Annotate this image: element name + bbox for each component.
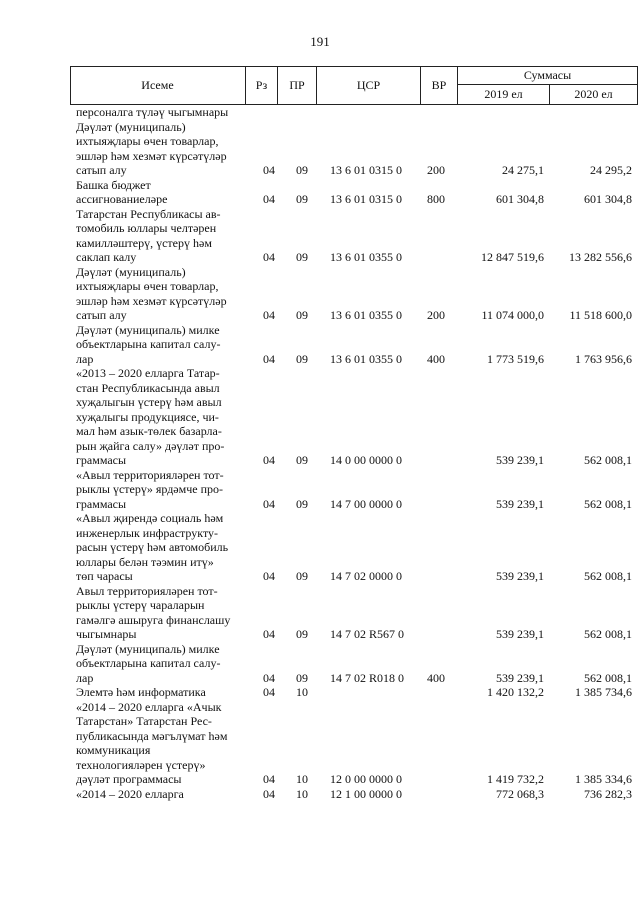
row-value-2019: 539 239,1 — [496, 670, 544, 685]
row-name: «2013 – 2020 елларга Татар- стан Республикасында авыл хуҗалыгын үстерү һәм авыл хуҗалыгы продукциясе, чи- мал һәм азык-төлек базарла- рын җайга салу» дәүләт про- граммасы — [76, 366, 225, 467]
row-value-2020: 562 008,1 — [584, 496, 632, 511]
row-value-2019: 1 773 519,6 — [487, 351, 544, 366]
row-value-2019: 772 068,3 — [496, 786, 544, 801]
header-sums: Суммасы — [457, 66, 637, 84]
page-number: 191 — [310, 34, 330, 49]
row-value-2020: 24 295,2 — [590, 163, 632, 177]
row-name: персоналга түләү чыгымнары — [76, 105, 229, 119]
row-value-2019: 1 420 132,2 — [487, 685, 544, 699]
row-name: Татарстан Республикасы ав- томобиль юллары челтәрен камилләштерү, үстерү һәм саклап калу — [76, 206, 221, 264]
row-rz: 04 — [263, 569, 275, 583]
row-name: Башка бюджет ассигнованиеләре — [76, 177, 168, 206]
row-value-2019: 11 074 000,0 — [481, 308, 544, 322]
row-csr: 14 0 00 0000 0 — [330, 453, 402, 467]
row-rz: 04 — [263, 453, 275, 467]
row-name: «Авыл территорияләрен тот- рыклы үстерү» ярдәмче про- граммасы — [76, 467, 224, 511]
row-rz: 04 — [263, 670, 275, 685]
table-row — [0, 265, 640, 323]
row-pr: 10 — [296, 786, 308, 801]
row-pr: 09 — [296, 670, 308, 685]
row-pr: 09 — [296, 192, 308, 206]
row-value-2020: 1 763 956,6 — [575, 351, 632, 366]
table-row — [0, 700, 640, 787]
row-rz: 04 — [263, 772, 275, 786]
row-value-2020: 11 518 600,0 — [569, 308, 632, 322]
header-csr: ЦСР — [316, 66, 420, 104]
table-row — [0, 105, 640, 120]
row-csr: 14 7 02 R567 0 — [330, 627, 405, 641]
row-rz: 04 — [263, 627, 275, 641]
row-csr: 13 6 01 0355 0 — [330, 351, 402, 366]
header-year-2020: 2020 ел — [549, 84, 637, 104]
table-row — [0, 207, 640, 265]
header-name: Исеме — [141, 77, 174, 92]
row-value-2019: 539 239,1 — [496, 496, 544, 511]
row-value-2020: 736 282,3 — [584, 786, 632, 801]
table-row — [0, 787, 640, 802]
header-pr: ПР — [277, 66, 316, 104]
row-value-2019: 1 419 732,2 — [487, 772, 544, 786]
row-value-2020: 1 385 334,6 — [575, 772, 632, 786]
row-value-2020: 562 008,1 — [584, 569, 632, 583]
row-pr: 09 — [296, 250, 308, 264]
row-pr: 10 — [296, 685, 308, 699]
table-row — [0, 584, 640, 642]
row-value-2019: 539 239,1 — [496, 569, 544, 583]
row-value-2019: 24 275,1 — [502, 163, 544, 177]
row-csr: 13 6 01 0355 0 — [330, 308, 402, 322]
table-row — [0, 178, 640, 207]
row-csr: 14 7 02 R018 0 — [330, 670, 405, 685]
row-pr: 09 — [296, 453, 308, 467]
row-rz: 04 — [263, 351, 275, 366]
table-body — [0, 105, 640, 801]
row-name: «2014 – 2020 елларга «Ачык Татарстан» Татарстан Рес- публикасында мәгълүмат һәм коммуникация технологияләрен үстерү» дәүләт программасы — [76, 699, 228, 786]
row-value-2019: 539 239,1 — [496, 453, 544, 467]
row-rz: 04 — [263, 192, 275, 206]
row-csr: 13 6 01 0355 0 — [330, 250, 402, 264]
row-pr: 09 — [296, 163, 308, 177]
row-rz: 04 — [263, 250, 275, 264]
row-vr: 400 — [427, 670, 445, 685]
row-rz: 04 — [263, 496, 275, 511]
row-value-2020: 1 385 734,6 — [575, 685, 632, 699]
row-csr: 13 6 01 0315 0 — [330, 163, 402, 177]
table-row — [0, 323, 640, 367]
row-name: «Авыл җирендә социаль һәм инженерлык инфраструкту- расын үстерү һәм автомобиль юллары белән тәэмин итү» төп чарасы — [76, 511, 229, 583]
table-row — [0, 511, 640, 584]
row-value-2020: 562 008,1 — [584, 670, 632, 685]
header-rz: Рз — [245, 66, 277, 104]
row-name: Авыл территорияләрен тот- рыклы үстерү чараларын гамәлгә ашыруга финанслашу чыгымнары — [76, 583, 231, 641]
row-pr: 10 — [296, 772, 308, 786]
row-csr: 12 0 00 0000 0 — [330, 772, 402, 786]
row-csr: 14 7 02 0000 0 — [330, 569, 402, 583]
row-pr: 09 — [296, 627, 308, 641]
row-value-2020: 562 008,1 — [584, 453, 632, 467]
row-rz: 04 — [263, 685, 275, 699]
row-rz: 04 — [263, 308, 275, 322]
row-name: Дәүләт (муниципаль) ихтыяҗлары өчен товарлар, эшләр һәм хезмәт күрсәтүләр сатып алу — [76, 264, 227, 322]
row-name: Дәүләт (муниципаль) милке объектларына капитал салу- лар — [76, 641, 221, 685]
row-value-2020: 13 282 556,6 — [569, 250, 632, 264]
header-year-2019: 2019 ел — [457, 84, 549, 104]
row-name: Элемтә һәм информатика — [76, 685, 206, 699]
table-row — [0, 468, 640, 512]
row-rz: 04 — [263, 786, 275, 801]
row-value-2020: 562 008,1 — [584, 627, 632, 641]
row-csr: 12 1 00 0000 0 — [330, 786, 402, 801]
row-name: Дәүләт (муниципаль) милке объектларына капитал салу- лар — [76, 322, 221, 366]
row-value-2019: 601 304,8 — [496, 192, 544, 206]
row-pr: 09 — [296, 496, 308, 511]
row-vr: 400 — [427, 351, 445, 366]
row-pr: 09 — [296, 569, 308, 583]
header-vr: ВР — [420, 66, 457, 104]
table-row — [0, 120, 640, 178]
row-csr: 14 7 00 0000 0 — [330, 496, 402, 511]
table-row — [0, 685, 640, 700]
row-pr: 09 — [296, 308, 308, 322]
row-pr: 09 — [296, 351, 308, 366]
row-value-2020: 601 304,8 — [584, 192, 632, 206]
row-csr: 13 6 01 0315 0 — [330, 192, 402, 206]
row-value-2019: 12 847 519,6 — [481, 250, 544, 264]
table-row — [0, 366, 640, 468]
row-vr: 800 — [427, 192, 445, 206]
table-header-cells — [70, 66, 637, 104]
row-name: Дәүләт (муниципаль) ихтыяҗлары өчен товарлар, эшләр һәм хезмәт күрсәтүләр сатып алу — [76, 119, 227, 177]
table-row — [0, 642, 640, 686]
row-name: «2014 – 2020 елларга — [76, 786, 184, 801]
row-value-2019: 539 239,1 — [496, 627, 544, 641]
row-vr: 200 — [427, 308, 445, 322]
row-vr: 200 — [427, 163, 445, 177]
row-rz: 04 — [263, 163, 275, 177]
